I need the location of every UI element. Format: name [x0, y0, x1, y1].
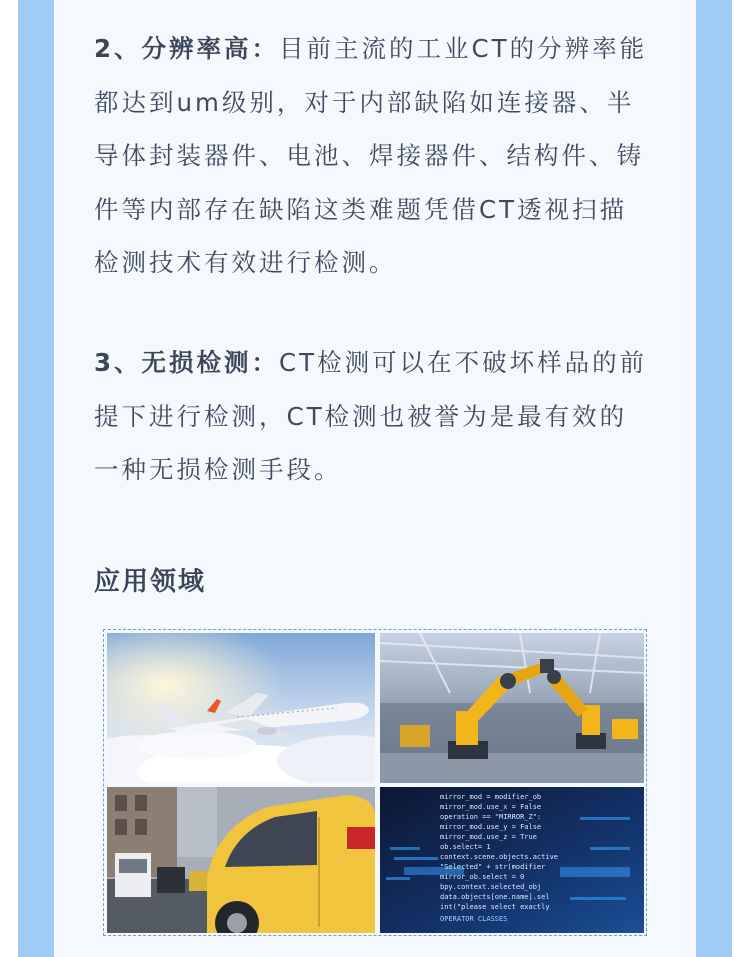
industrial-robot-photo: [380, 633, 644, 783]
code-line: context.scene.objects.active: [440, 853, 559, 861]
code-line: OPERATOR CLASSES: [440, 915, 508, 923]
taxi-photo: [107, 787, 375, 933]
code-line: operation == "MIRROR_Z":: [440, 813, 542, 821]
text-line: 提下进行检测，CT检测也被誉为是最有效的: [94, 401, 628, 431]
paragraph-lead: 3、无损检测：: [94, 348, 280, 377]
code-line: mirror_ob.select = 0: [440, 873, 525, 881]
airplane-photo: [107, 633, 375, 783]
code-line: mirror_mod.use_x = False: [440, 803, 542, 811]
paragraph-resolution: [94, 22, 664, 290]
code-line: mirror_mod.use_z = True: [440, 833, 537, 841]
code-line: "Selected" + str(modifier: [440, 863, 546, 871]
text-line: 检测技术有效进行检测。: [94, 248, 397, 277]
text-line: 件等内部存在缺陷这类难题凭借CT透视扫描: [94, 194, 628, 224]
text-line: 导体封装器件、电池、焊接器件、结构件、铸: [94, 141, 644, 170]
code-screen-photo: [380, 787, 644, 933]
paragraph-lead: 2、分辨率高：: [94, 34, 280, 63]
code-line: int("please select exactly: [440, 903, 550, 911]
text-line: 目前主流的工业CT的分辨率能: [279, 34, 648, 63]
section-heading: 应用领域: [94, 567, 207, 597]
code-line: mirror_mod.use_y = False: [440, 823, 542, 831]
right-decor-bar: [696, 0, 732, 957]
code-line: bpy.context.selected_obj: [440, 883, 542, 891]
text-line: CT检测可以在不破坏样品的前: [279, 348, 648, 377]
code-line: data.objects[one.name].sel: [440, 893, 550, 901]
code-line: mirror_mod = modifier_ob: [440, 793, 542, 801]
paragraph-nondestructive: [94, 336, 664, 497]
code-line: ob.select= 1: [440, 843, 491, 851]
left-decor-bar: [18, 0, 54, 957]
text-line: 都达到um级别，对于内部缺陷如连接器、半: [94, 87, 635, 117]
text-line: 一种无损检测手段。: [94, 455, 342, 484]
application-image-grid: [103, 629, 647, 936]
